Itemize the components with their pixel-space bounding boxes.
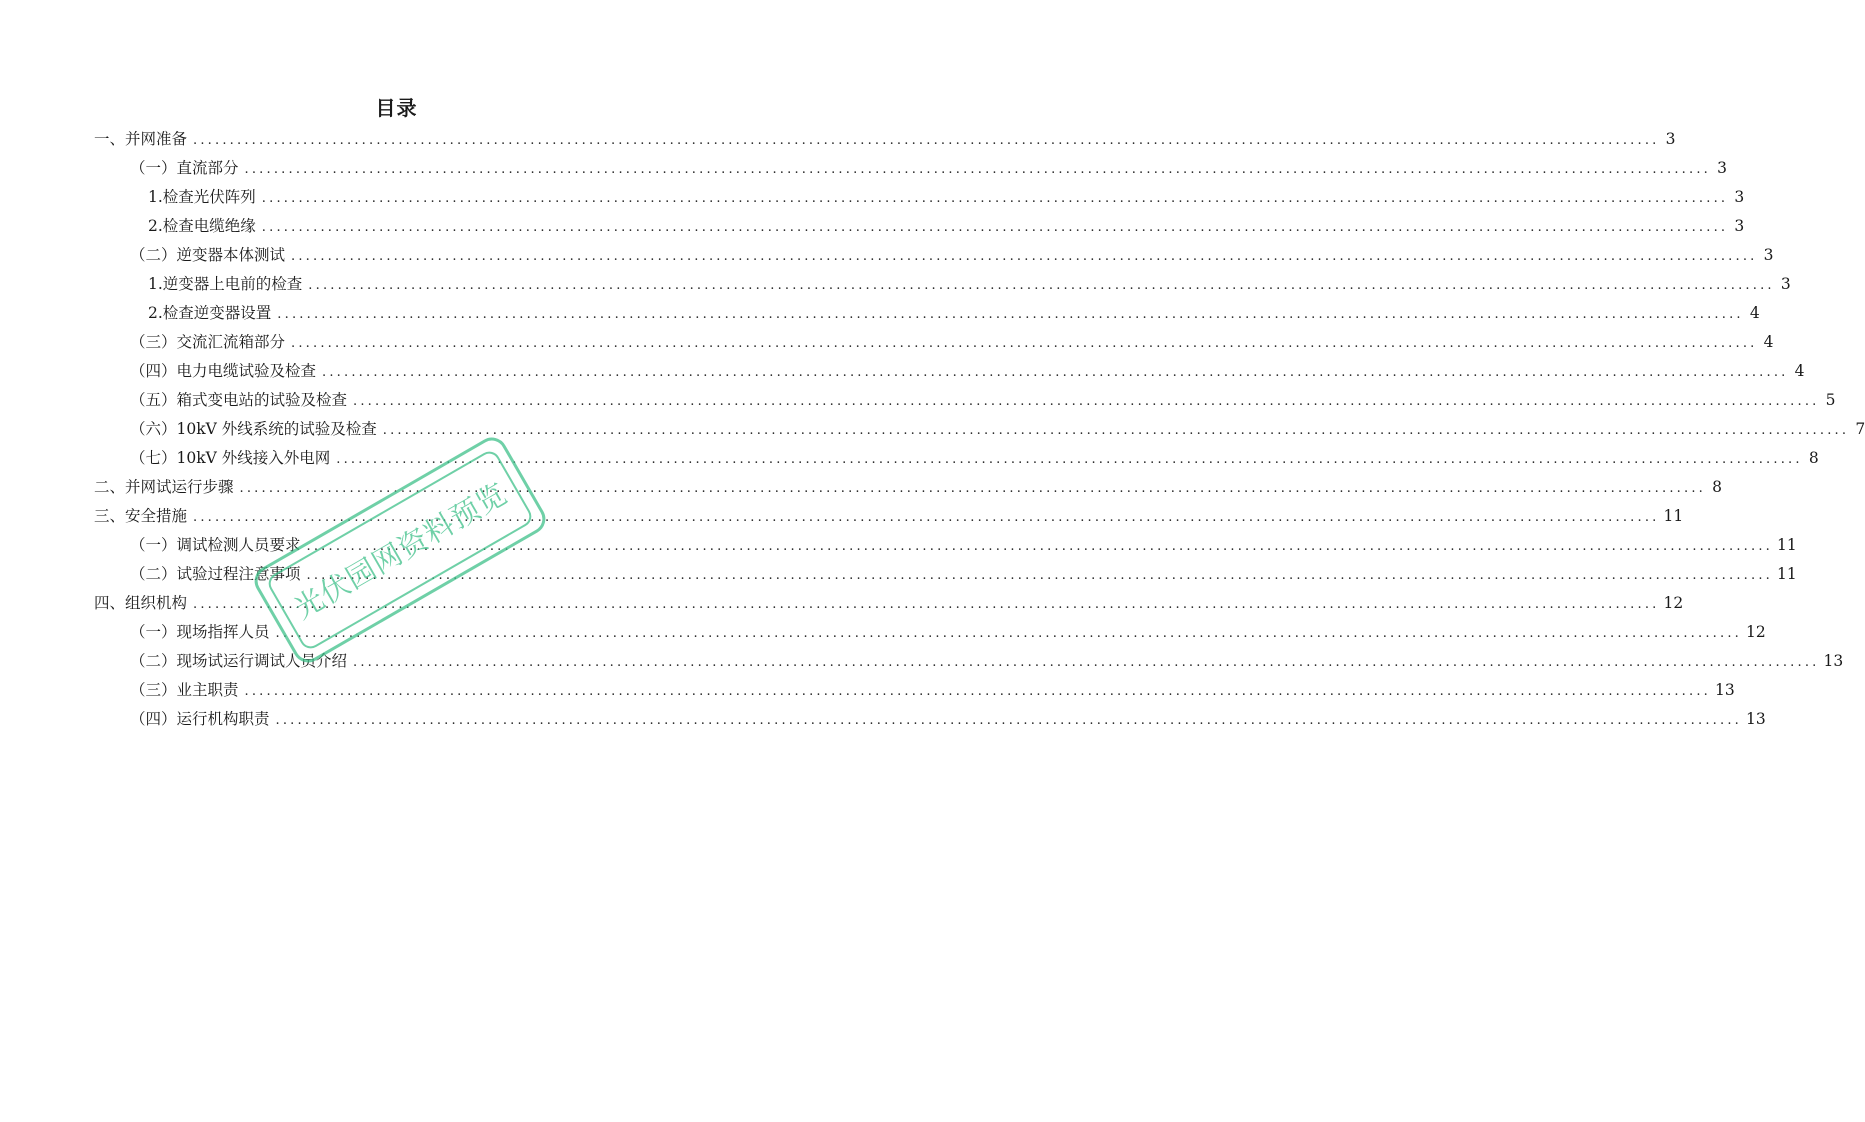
- toc-page-number: 3: [1665, 130, 1676, 148]
- dot-leader: ........................................................................................................................................................................................................: [382, 423, 1850, 438]
- toc-entry[interactable]: [94, 647, 1844, 676]
- toc-page-number: 3: [1734, 217, 1745, 235]
- toc-entry-label: 二、并网试运行步骤: [94, 478, 234, 496]
- toc-entry[interactable]: [94, 560, 1797, 589]
- toc-entry[interactable]: [94, 473, 1722, 502]
- toc-page-number: 8: [1712, 478, 1722, 496]
- toc-page-number: 8: [1808, 449, 1819, 467]
- toc-page-number: 11: [1776, 565, 1797, 583]
- toc-page-number: 12: [1745, 623, 1766, 641]
- toc-entry-label: （四）电力电缆试验及检查: [130, 362, 317, 380]
- toc-page-number: 3: [1763, 246, 1774, 264]
- toc-entry[interactable]: [94, 444, 1819, 473]
- toc-entry[interactable]: [94, 270, 1791, 299]
- toc-entry[interactable]: [94, 212, 1745, 241]
- toc-entry[interactable]: [94, 183, 1745, 212]
- toc-entry-label: （一）调试检测人员要求: [130, 536, 301, 554]
- dot-leader: ........................................................................................................................................................................................................: [291, 249, 1758, 264]
- toc-entry-label: 1.检查光伏阵列: [148, 188, 256, 206]
- toc-page-number: 3: [1717, 159, 1727, 177]
- toc-page-number: 13: [1745, 710, 1766, 728]
- toc-entry[interactable]: [94, 589, 1684, 618]
- dot-leader: ........................................................................................................................................................................................................: [308, 278, 1775, 293]
- toc-entry[interactable]: [94, 328, 1774, 357]
- toc-entry[interactable]: [94, 299, 1760, 328]
- toc-entry-label: （一）现场指挥人员: [130, 623, 270, 641]
- toc-entry[interactable]: [94, 386, 1836, 415]
- toc-entry-label: 三、安全措施: [94, 507, 188, 525]
- toc-page-number: 3: [1780, 275, 1791, 293]
- dot-leader: ........................................................................................................................................................................................................: [322, 365, 1789, 380]
- dot-leader: ........................................................................................................................................................................................................: [306, 568, 1773, 583]
- table-of-contents: [94, 125, 1865, 734]
- toc-title: 目录: [375, 96, 418, 120]
- toc-page-number: 13: [1823, 652, 1844, 670]
- dot-leader: ........................................................................................................................................................................................................: [244, 162, 1711, 177]
- toc-page-number: 3: [1734, 188, 1745, 206]
- dot-leader: ........................................................................................................................................................................................................: [261, 191, 1729, 206]
- toc-entry[interactable]: [94, 357, 1805, 386]
- toc-entry[interactable]: [94, 125, 1676, 154]
- toc-entry-label: （六）10kV 外线系统的试验及检查: [130, 420, 377, 438]
- dot-leader: ........................................................................................................................................................................................................: [353, 394, 1820, 409]
- dot-leader: ........................................................................................................................................................................................................: [306, 539, 1773, 554]
- dot-leader: ........................................................................................................................................................................................................: [261, 220, 1729, 235]
- toc-page-number: 12: [1663, 594, 1684, 612]
- toc-entry-label: （七）10kV 外线接入外电网: [130, 449, 331, 467]
- toc-entry[interactable]: [94, 502, 1684, 531]
- toc-entry-label: （二）现场试运行调试人员介绍: [130, 652, 348, 670]
- toc-entry-label: 2.检查电缆绝缘: [148, 217, 256, 235]
- dot-leader: ........................................................................................................................................................................................................: [353, 655, 1820, 670]
- watermark-text: 光伏园网资料预览: [288, 476, 513, 626]
- toc-entry-label: （三）交流汇流箱部分: [130, 333, 286, 351]
- toc-entry[interactable]: [94, 705, 1766, 734]
- toc-page-number: 4: [1749, 304, 1760, 322]
- toc-page-number: 4: [1763, 333, 1774, 351]
- toc-page-number: 13: [1714, 681, 1735, 699]
- toc-entry-label: （五）箱式变电站的试验及检查: [130, 391, 348, 409]
- dot-leader: ........................................................................................................................................................................................................: [291, 336, 1758, 351]
- dot-leader: ........................................................................................................................................................................................................: [277, 307, 1744, 322]
- toc-entry-label: 四、组织机构: [94, 594, 188, 612]
- toc-entry[interactable]: [94, 676, 1735, 705]
- toc-entry-label: 一、并网准备: [94, 130, 188, 148]
- toc-entry[interactable]: [94, 154, 1727, 183]
- dot-leader: ........................................................................................................................................................................................................: [336, 452, 1803, 467]
- toc-entry[interactable]: [94, 415, 1865, 444]
- dot-leader: ........................................................................................................................................................................................................: [193, 133, 1660, 148]
- toc-page-number: 11: [1776, 536, 1797, 554]
- toc-entry-label: （二）逆变器本体测试: [130, 246, 286, 264]
- toc-entry-label: 1.逆变器上电前的检查: [148, 275, 303, 293]
- toc-entry-label: （四）运行机构职责: [130, 710, 270, 728]
- toc-entry-label: （二）试验过程注意事项: [130, 565, 301, 583]
- dot-leader: ........................................................................................................................................................................................................: [275, 713, 1742, 728]
- toc-entry[interactable]: [94, 531, 1797, 560]
- toc-entry-label: （一）直流部分: [130, 159, 239, 177]
- dot-leader: ........................................................................................................................................................................................................: [275, 626, 1742, 641]
- dot-leader: ........................................................................................................................................................................................................: [244, 684, 1711, 699]
- toc-page-number: 4: [1794, 362, 1805, 380]
- toc-entry-label: （三）业主职责: [130, 681, 239, 699]
- toc-entry-label: 2.检查逆变器设置: [148, 304, 272, 322]
- toc-entry[interactable]: [94, 241, 1774, 270]
- toc-page-number: 11: [1663, 507, 1684, 525]
- toc-entry[interactable]: [94, 618, 1766, 647]
- dot-leader: ........................................................................................................................................................................................................: [193, 597, 1660, 612]
- dot-leader: ........................................................................................................................................................................................................: [239, 481, 1706, 496]
- dot-leader: ........................................................................................................................................................................................................: [193, 510, 1660, 525]
- toc-page-number: 7: [1855, 420, 1865, 438]
- toc-page-number: 5: [1825, 391, 1836, 409]
